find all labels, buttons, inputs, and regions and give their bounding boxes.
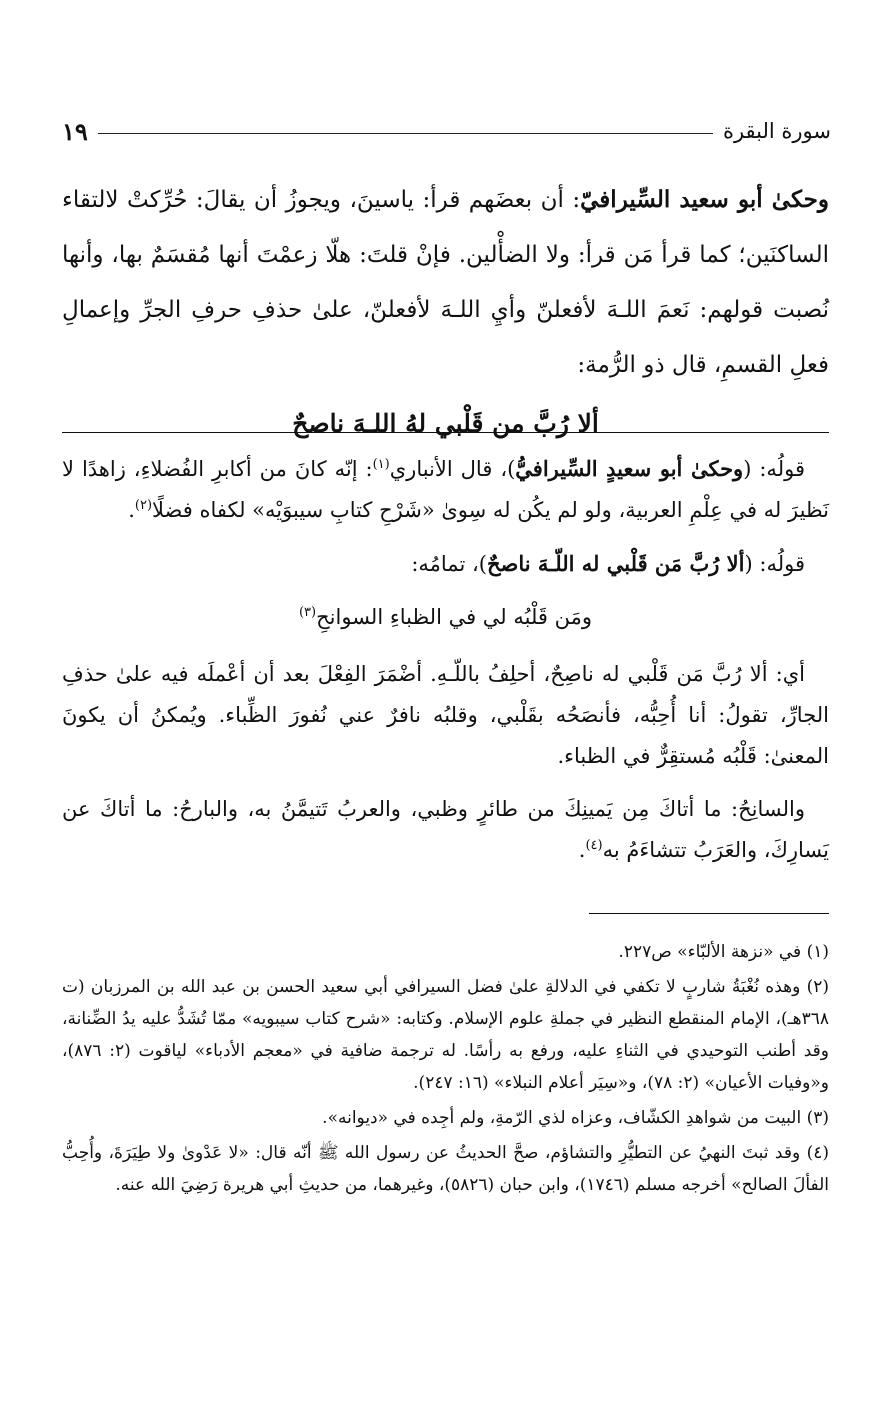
commentary (62, 448, 829, 883)
quoted-phrase: وحكىٰ أبو سعيدٍ السِّيرافيُّ (515, 456, 744, 481)
quoted-phrase: ألا رُبَّ مَن قَلْبي له اللّـهَ ناصحٌ (486, 551, 745, 576)
footnote-divider (589, 913, 829, 914)
main-verse: ألا رُبَّ من قَلْبي لهُ اللـهَ ناصحٌ (292, 409, 599, 438)
commentary-paragraph-2 (62, 543, 829, 585)
main-paragraph (62, 172, 829, 393)
period: . (128, 498, 135, 522)
footnote-ref-4[interactable]: (٤) (585, 838, 603, 853)
main-paragraph-text: : أن بعضَهم قرأ: ياسينَ، ويجوزُ أن يقالَ: حُرِّكتْ لالتقاء الساكنَين؛ كما قرأ مَن قرأ: ولا الضأْلين. فإنْ قلتَ: هلّا زعمْتَ أنها مُقسَمٌ بها، وأنها نُصبت قولهم: نَعمَ اللـهَ لأفعلنّ وأيِ اللـهَ لأفعلنّ، علىٰ حذفِ حرفِ الجرِّ وإعمالِ فعلِ القسمِ، قال ذو الرُّمة: (62, 187, 829, 378)
footnote-3: (٣) البيت من شواهدِ الكشّاف، وعزاه لذي الرّمةِ، ولم أجِده في «ديوانه». (322, 1108, 829, 1128)
commentary-text: والسانِحُ: ما أتاكَ مِن يَمينِكَ من طائرٍ وظبي، والعربُ تَتيمَّنُ به، والبارحُ: ما أتاكَ عن يَسارِكَ، والعَرَبُ تتشاءَمُ به (62, 797, 829, 862)
footnote-ref-1[interactable]: (١) (372, 457, 390, 472)
commentary-paragraph-1 (62, 448, 829, 531)
footnote-1: (١) في «نزهة الألبّاء» ص٢٢٧. (618, 942, 829, 962)
main-commentary-divider (62, 432, 829, 433)
footnote-2: (٢) وهذه نُغْبَةُ شاربٍ لا تكفي في الدلالةِ علىٰ فضل السيرافي أبي سعيد الحسن بن عبد الله بن المرزبان (ت ٣٦٨هـ)، الإمام المنقطع النظير في جملةِ علوم الإسلام. وكتابه: «شرح كتاب سيبويه» ممّا تُشَدُّ عليه يدُ الضِّنانة، وقد أطنب التوحيدي في الثناءِ عليه، ورفع به رأسًا. له ترجمة ضافية في «معجم الأدباء» لياقوت (٢: ٨٧٦)، و«وفيات الأعيان» (٢: ٧٨)، و«سِيَر أعلام النبلاء» (١٦: ٢٤٧). (62, 977, 829, 1093)
page-number: ١٩ (62, 116, 88, 146)
footnotes (62, 936, 829, 1204)
main-bold-lead: وحكىٰ أبو سعيد السِّيرافيّ (580, 186, 830, 213)
verse-line: ومَن قَلْبُه لي في الظباءِ السوانحِ (316, 605, 593, 629)
surah-title: سورة البقرة (722, 119, 831, 143)
commentary-text: : إنّه كانَ من أكابرِ الفُضلاءِ، زاهدًا لا نَظيرَ له في عِلْمِ العربية، ولو لم يكُن له سِوىٰ «شَرْحِ كتابِ سيبوَيْه» لكفاه فضلًا (62, 457, 829, 522)
commentary-verse (62, 597, 829, 638)
footnote-ref-3[interactable]: (٣) (298, 605, 317, 620)
page-header (62, 115, 831, 147)
commentary-text: )، تمامُه: (411, 552, 487, 576)
quote-open: قولُه: ( (744, 552, 805, 576)
quote-open: قولُه: ( (743, 457, 805, 481)
footnote-ref-2[interactable]: (٢) (134, 498, 153, 513)
commentary-text: )، قال الأنباري (389, 457, 516, 481)
commentary-paragraph-3: أي: ألا رُبَّ مَن قَلْبي له ناصِحٌ، أحلِفُ باللّـهِ. أضْمَرَ الفِعْلَ بعد أن أعْملَه فيه علىٰ حذفِ الجارِّ، تقولُ: أنا أُحِبُّه، فأنصَحُه بقَلْبي، وقلبُه نافرٌ عني نُفورَ الظِّباء. ويُمكنُ أن يكونَ المعنىٰ: قَلْبُه مُستقِرٌّ في الظباء. (62, 662, 829, 768)
footnote-4: (٤) وقد ثبتَ النهيُ عن التطيُّرِ والتشاؤم، صحَّ الحديثُ عن رسول الله ﷺ أنّه قال: «لا عَدْوىٰ ولا طِيَرَةَ، وأُحِبُّ الفألَ الصالح» أخرجه مسلم (١٧٤٦)، وابن حبان (٥٨٢٦)، وغيرهما، من حديثِ أبي هريرة رَضِيَ الله عنه. (62, 1143, 829, 1195)
main-text (62, 172, 829, 455)
commentary-paragraph-4 (62, 789, 829, 871)
header-rule (98, 133, 713, 134)
period: . (578, 838, 586, 862)
